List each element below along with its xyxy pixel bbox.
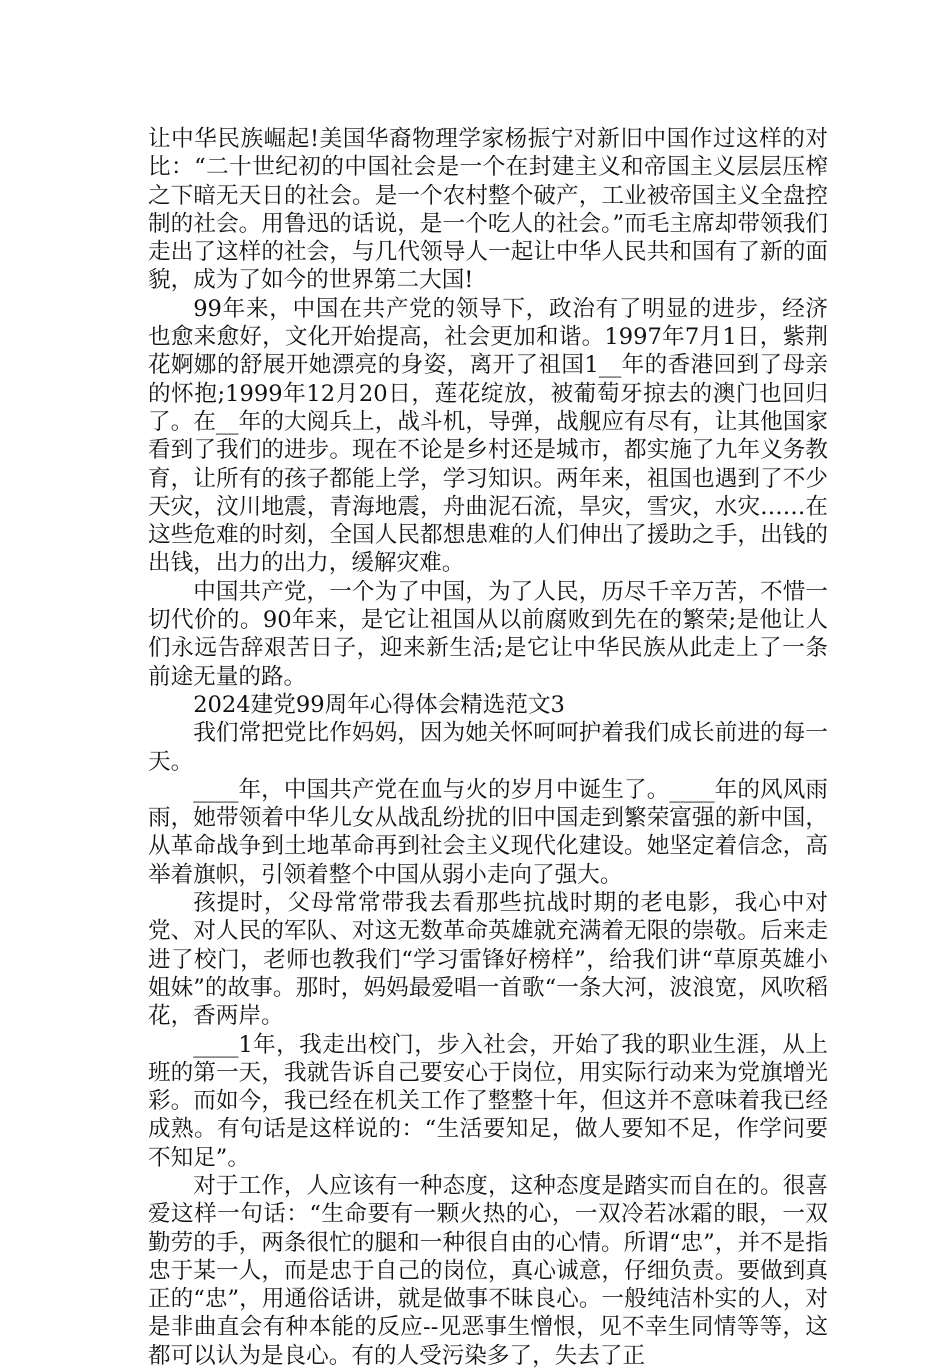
section-heading: 2024建党99周年心得体会精选范文3	[193, 691, 565, 718]
document-body	[148, 125, 828, 1370]
paragraph: 中国共产党，一个为了中国，为了人民，历尽千辛万苦，不惜一切代价的。90年来，是它让祖国从以前腐败到先在的繁荣;是他让人们永远告辞艰苦日子，迎来新生活;是它让中华民族从此走上了一条前途无量的路。	[148, 578, 828, 690]
paragraph: 孩提时，父母常常带我去看那些抗战时期的老电影，我心中对党、对人民的军队、对这无数革命英雄就充满着无限的崇敬。后来走进了校门，老师也教我们“学习雷锋好榜样”，给我们讲“草原英雄小姐妹”的故事。那时，妈妈最爱唱一首歌“一条大河，波浪宽，风吹稻花，香两岸。	[148, 890, 828, 1030]
paragraph: 我们常把党比作妈妈，因为她关怀呵呵护着我们成长前进的每一天。	[148, 720, 828, 775]
paragraph: 让中华民族崛起!美国华裔物理学家杨振宁对新旧中国作过这样的对比：“二十世纪初的中国社会是一个在封建主义和帝国主义层层压榨之下暗无天日的社会。是一个农村整个破产，工业被帝国主义全盘控制的社会。用鲁迅的话说，是一个吃人的社会。”而毛主席却带领我们走出了这样的社会，与几代领导人一起让中华人民共和国有了新的面貌，成为了如今的世界第二大国!	[148, 126, 828, 294]
paragraph: 99年来，中国在共产党的领导下，政治有了明显的进步，经济也愈来愈好，文化开始提高，社会更加和谐。1997年7月1日，紫荆花婀娜的舒展开她漂亮的身姿，离开了祖国1__年的香港回到了母亲的怀抱;1999年12月20日，莲花绽放，被葡萄牙掠去的澳门也回归了。在__年的大阅兵上，战斗机，导弹，战舰应有尽有，让其他国家看到了我们的进步。现在不论是乡村还是城市，都实施了九年义务教育，让所有的孩子都能上学，学习知识。两年来，祖国也遇到了不少天灾，汶川地震，青海地震，舟曲泥石流，旱灾，雪灾，水灾……在这些危难的时刻，全国人民都想患难的人们伸出了援助之手，出钱的出钱，出力的出力，缓解灾难。	[148, 295, 828, 577]
paragraph: ____年，中国共产党在血与火的岁月中诞生了。____年的风风雨雨，她带领着中华儿女从战乱纷扰的旧中国走到繁荣富强的新中国，从革命战争到土地革命再到社会主义现代化建设。她坚定着信念，高举着旗帜，引领着整个中国从弱小走向了强大。	[148, 776, 828, 888]
paragraph: 对于工作，人应该有一种态度，这种态度是踏实而自在的。很喜爱这样一句话：“生命要有一颗火热的心，一双冷若冰霜的眼，一双勤劳的手，两条很忙的腿和一种很自由的心情。所谓“忠”，并不是指忠于某一人，而是忠于自己的岗位，真心诚意，仔细负责。要做到真正的“忠”，用通俗话讲，就是做事不昧良心。一般纯洁朴实的人，对是非曲直会有种本能的反应--见恶事生憎恨，见不幸生同情等等，这都可以认为是良心。有的人受污染多了，失去了正	[148, 1172, 828, 1369]
paragraph: ____1年，我走出校门，步入社会，开始了我的职业生涯，从上班的第一天，我就告诉自己要安心于岗位，用实际行动来为党旗增光彩。而如今，我已经在机关工作了整整十年，但这并不意味着我已经成熟。有句话是这样说的：“生活要知足，做人要知不足，作学问要不知足”。	[148, 1031, 828, 1171]
